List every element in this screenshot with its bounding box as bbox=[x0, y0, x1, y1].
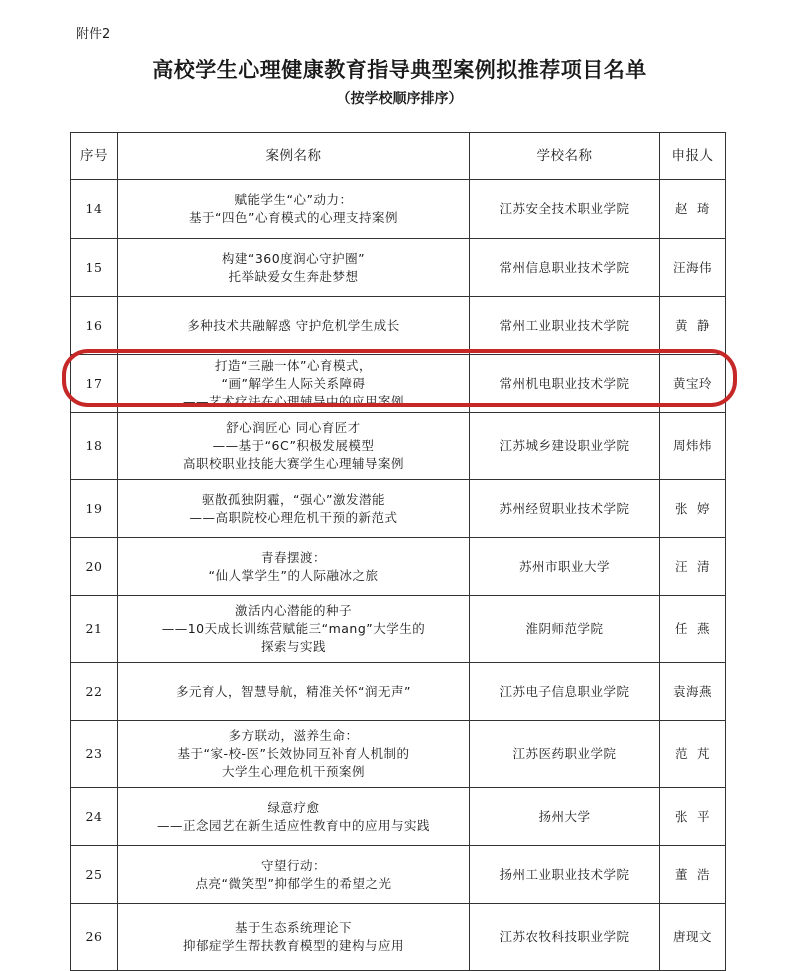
reporter-name: 张 婷 bbox=[660, 480, 726, 538]
row-number: 15 bbox=[71, 239, 118, 297]
reporter-name: 汪 清 bbox=[660, 538, 726, 596]
case-name-line: 多方联动，滋养生命： bbox=[228, 728, 359, 743]
row-number: 24 bbox=[71, 788, 118, 846]
case-name-line: ——正念园艺在新生适应性教育中的应用与实践 bbox=[156, 817, 430, 833]
attachment-label: 附件2 bbox=[76, 27, 111, 42]
table-row bbox=[71, 663, 726, 721]
table-row bbox=[71, 413, 726, 480]
reporter-name: 范 芃 bbox=[660, 721, 726, 788]
case-name-line: 多种技术共融解惑 守护危机学生成长 bbox=[187, 317, 400, 333]
case-name-line: 赋能学生“心”动力： bbox=[234, 192, 353, 207]
case-name-line: 驱散孤独阴霾，“强心”激发潜能 bbox=[202, 491, 385, 507]
reporter-name: 周炜炜 bbox=[660, 413, 726, 480]
case-name bbox=[118, 480, 470, 538]
row-number: 20 bbox=[71, 538, 118, 596]
case-name-line: 舒心润匠心 同心育匠才 bbox=[226, 420, 361, 435]
case-name-line: ——高职院校心理危机干预的新范式 bbox=[189, 509, 398, 525]
case-name-line: 托举缺爱女生奔赴梦想 bbox=[228, 268, 359, 284]
page-subtitle: （按学校顺序排序） bbox=[336, 91, 463, 107]
table-row bbox=[71, 180, 726, 239]
row-number: 26 bbox=[71, 904, 118, 971]
case-name-line: 探索与实践 bbox=[260, 639, 326, 654]
table-body bbox=[71, 180, 726, 971]
row-number: 23 bbox=[71, 721, 118, 788]
case-name-line: 激活内心潜能的种子 bbox=[234, 603, 352, 618]
reporter-name: 董 浩 bbox=[660, 846, 726, 904]
case-name-line: 青春摆渡： bbox=[260, 549, 326, 565]
table-row bbox=[71, 538, 726, 596]
school-name: 常州工业职业技术学院 bbox=[470, 297, 660, 355]
header-school-name: 学校名称 bbox=[470, 133, 660, 180]
header-case-name: 案例名称 bbox=[118, 133, 470, 180]
case-name-line: 点亮“微笑型”抑郁学生的希望之光 bbox=[195, 875, 392, 891]
table-header-row bbox=[71, 133, 726, 180]
case-name-line: 打造“三融一体”心育模式， bbox=[215, 357, 372, 373]
case-name-line: ——基于“6C”积极发展模型 bbox=[212, 438, 375, 453]
school-name: 常州信息职业技术学院 bbox=[470, 239, 660, 297]
school-name: 江苏医药职业学院 bbox=[470, 721, 660, 788]
header-reporter: 申报人 bbox=[660, 133, 726, 180]
case-name bbox=[118, 596, 470, 663]
school-name: 江苏电子信息职业学院 bbox=[470, 663, 660, 721]
reporter-name: 赵 琦 bbox=[660, 180, 726, 239]
school-name: 常州机电职业技术学院 bbox=[470, 355, 660, 413]
case-name-line: 抑郁症学生帮扶教育模型的建构与应用 bbox=[182, 938, 404, 953]
row-number: 19 bbox=[71, 480, 118, 538]
reporter-name: 唐现文 bbox=[660, 904, 726, 971]
school-name: 淮阴师范学院 bbox=[470, 596, 660, 663]
table-row bbox=[71, 355, 726, 413]
school-name: 扬州工业职业技术学院 bbox=[470, 846, 660, 904]
row-number: 14 bbox=[71, 180, 118, 239]
school-name: 江苏城乡建设职业学院 bbox=[470, 413, 660, 480]
case-name-line: “画”解学生人际关系障碍 bbox=[221, 375, 366, 391]
case-name bbox=[118, 538, 470, 596]
case-name bbox=[118, 297, 470, 355]
case-name-line: 绿意疗愈 bbox=[267, 799, 320, 815]
table-row bbox=[71, 846, 726, 904]
reporter-name: 袁海燕 bbox=[660, 663, 726, 721]
row-number: 18 bbox=[71, 413, 118, 480]
case-name bbox=[118, 663, 470, 721]
case-name bbox=[118, 788, 470, 846]
case-name bbox=[118, 846, 470, 904]
case-name-line: 守望行动： bbox=[260, 857, 326, 873]
reporter-name: 汪海伟 bbox=[660, 239, 726, 297]
case-name-line: 基于“家-校-医”长效协同互补育人机制的 bbox=[177, 746, 410, 761]
school-name: 扬州大学 bbox=[470, 788, 660, 846]
page-title: 高校学生心理健康教育指导典型案例拟推荐项目名单 bbox=[152, 57, 647, 82]
case-name bbox=[118, 413, 470, 480]
reporter-name: 任 燕 bbox=[660, 596, 726, 663]
table-row bbox=[71, 596, 726, 663]
case-name bbox=[118, 180, 470, 239]
case-name-line: 基于“四色”心育模式的心理支持案例 bbox=[189, 210, 398, 225]
row-number: 22 bbox=[71, 663, 118, 721]
table-row bbox=[71, 788, 726, 846]
case-name-line: 高职校职业技能大赛学生心理辅导案例 bbox=[182, 456, 404, 471]
case-name-line: 大学生心理危机干预案例 bbox=[221, 764, 365, 779]
table-row bbox=[71, 480, 726, 538]
table-row bbox=[71, 297, 726, 355]
recommendation-table bbox=[70, 132, 726, 971]
reporter-name: 黄 静 bbox=[660, 297, 726, 355]
school-name: 江苏安全技术职业学院 bbox=[470, 180, 660, 239]
school-name: 苏州经贸职业技术学院 bbox=[470, 480, 660, 538]
row-number: 25 bbox=[71, 846, 118, 904]
table-row bbox=[71, 239, 726, 297]
school-name: 江苏农牧科技职业学院 bbox=[470, 904, 660, 971]
table-row bbox=[71, 721, 726, 788]
row-number: 21 bbox=[71, 596, 118, 663]
case-name-line: 基于生态系统理论下 bbox=[234, 920, 352, 935]
reporter-name: 张 平 bbox=[660, 788, 726, 846]
case-name-line: 构建“360度润心守护圈” bbox=[221, 250, 366, 266]
case-name-line: ——10天成长训练营赋能三“mang”大学生的 bbox=[161, 621, 426, 636]
case-name bbox=[118, 355, 470, 413]
case-name bbox=[118, 239, 470, 297]
row-number: 17 bbox=[71, 355, 118, 413]
case-name-line: “仙人掌学生”的人际融冰之旅 bbox=[208, 567, 379, 583]
reporter-name: 黄宝玲 bbox=[660, 355, 726, 413]
header-no: 序号 bbox=[71, 133, 118, 180]
table-row bbox=[71, 904, 726, 971]
row-number: 16 bbox=[71, 297, 118, 355]
school-name: 苏州市职业大学 bbox=[470, 538, 660, 596]
case-name-line: 多元育人，智慧导航，精准关怀“润无声” bbox=[176, 683, 411, 699]
case-name bbox=[118, 904, 470, 971]
case-name-line: ——艺术疗法在心理辅导中的应用案例 bbox=[182, 393, 404, 409]
case-name bbox=[118, 721, 470, 788]
